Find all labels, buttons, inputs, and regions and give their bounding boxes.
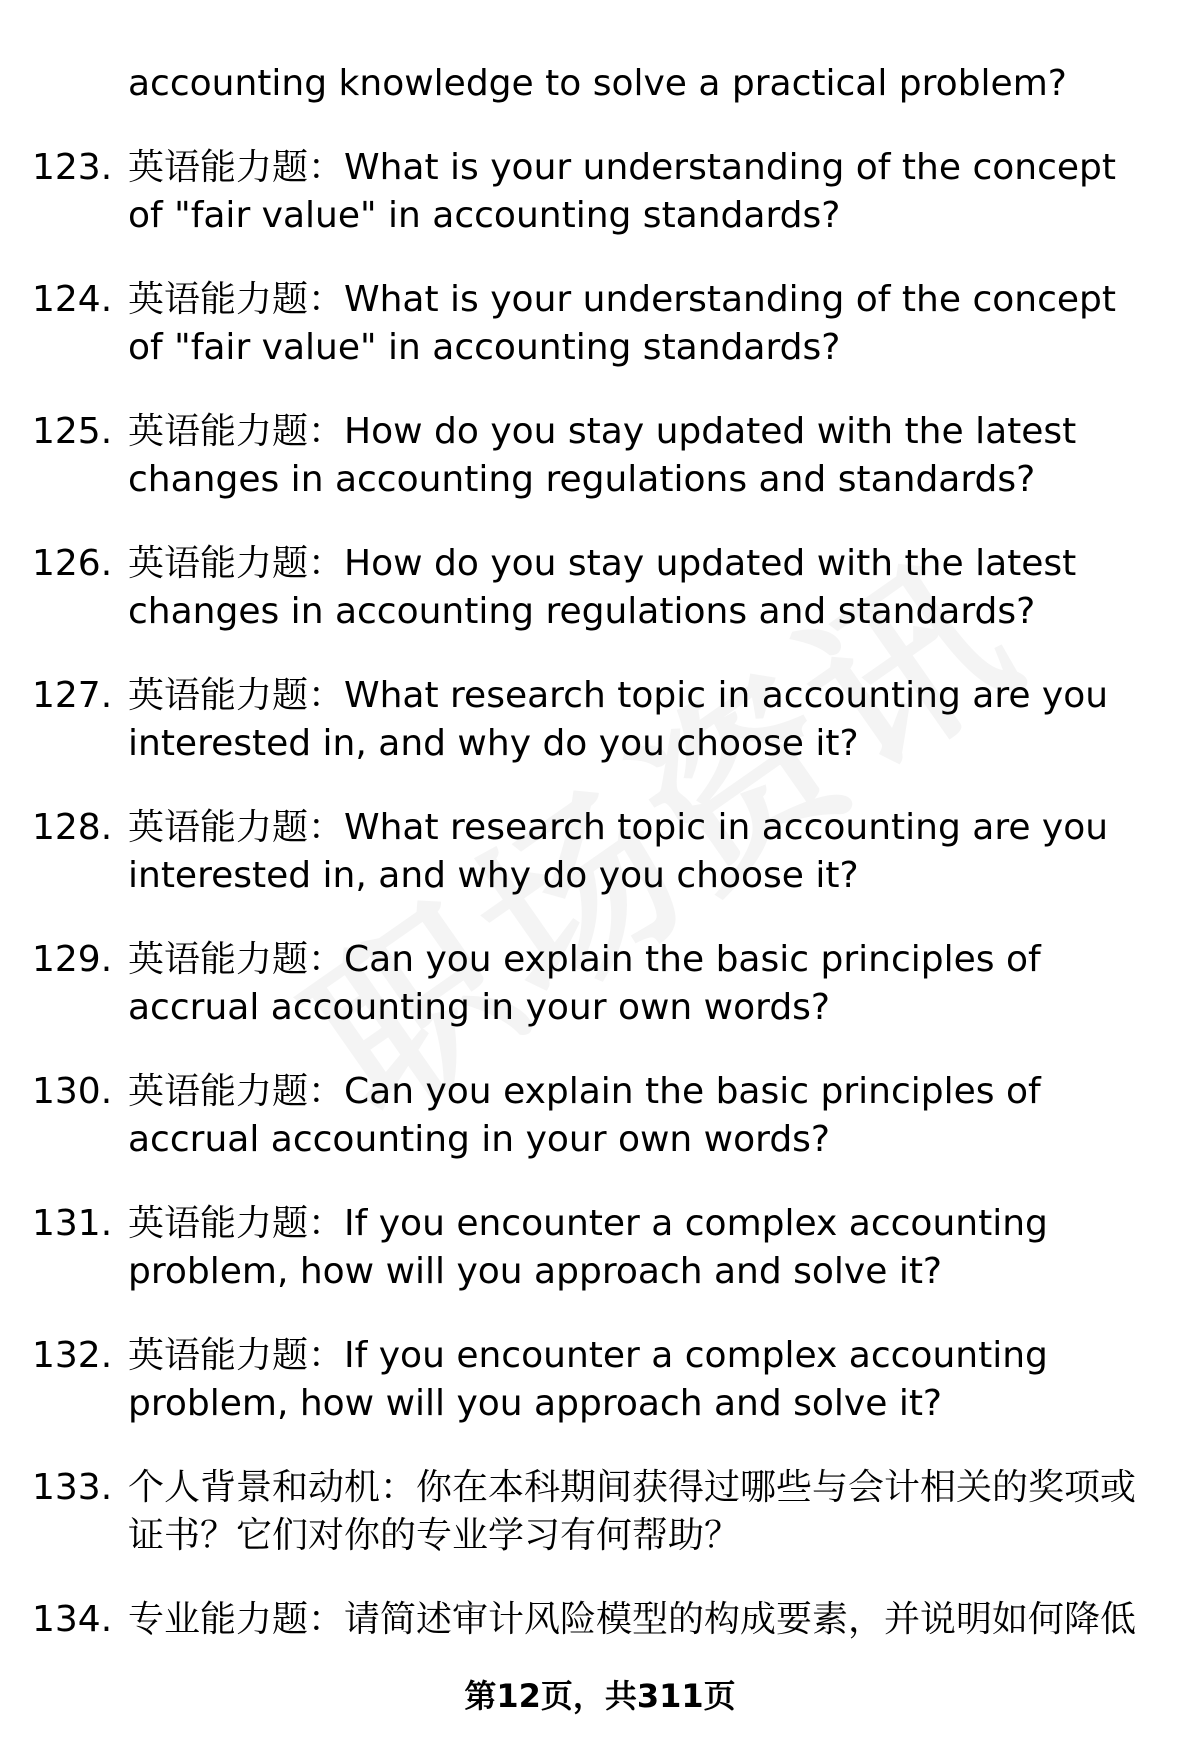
- question-number: 125.: [32, 411, 113, 452]
- question-category: 英语能力题：: [128, 939, 345, 980]
- question-text: Can you explain the basic principles of accrual accounting in your own words?: [128, 1071, 1041, 1160]
- question-text: If you encounter a complex accounting problem, how will you approach and solve it?: [128, 1335, 1048, 1424]
- question-number: 134.: [32, 1599, 113, 1640]
- list-item: [0, 408, 1200, 540]
- question-number: 132.: [32, 1335, 113, 1376]
- question-number: 126.: [32, 543, 113, 584]
- question-body: [128, 276, 1148, 372]
- question-category: 专业能力题：: [128, 1599, 345, 1640]
- question-number: 124.: [32, 279, 113, 320]
- question-body: [128, 804, 1148, 900]
- question-body: [128, 540, 1148, 636]
- question-text: If you encounter a complex accounting problem, how will you approach and solve it?: [128, 1203, 1048, 1292]
- question-body: [128, 1332, 1148, 1428]
- question-category: 英语能力题：: [128, 675, 345, 716]
- question-category: 英语能力题：: [128, 543, 345, 584]
- list-item: [0, 1200, 1200, 1332]
- question-text: What is your understanding of the concept of "fair value" in accounting standards?: [128, 279, 1116, 368]
- question-body: [128, 1200, 1148, 1296]
- question-list: [0, 144, 1200, 1728]
- list-item: [0, 1068, 1200, 1200]
- question-category: 英语能力题：: [128, 1335, 345, 1376]
- question-number: 128.: [32, 807, 113, 848]
- list-item: [0, 672, 1200, 804]
- question-text: How do you stay updated with the latest changes in accounting regulations and standards?: [128, 411, 1077, 500]
- question-category: 英语能力题：: [128, 411, 345, 452]
- question-text: What is your understanding of the concept of "fair value" in accounting standards?: [128, 147, 1116, 236]
- question-text: What research topic in accounting are you interested in, and why do you choose it?: [128, 675, 1109, 764]
- question-category: 英语能力题：: [128, 1071, 345, 1112]
- question-category: 英语能力题：: [128, 807, 345, 848]
- question-body: [128, 672, 1148, 768]
- continued-question-text: accounting knowledge to solve a practical problem?: [128, 63, 1067, 104]
- question-body: [128, 1068, 1148, 1164]
- question-body: [128, 936, 1148, 1032]
- question-body: [128, 1596, 1148, 1644]
- list-item: [0, 540, 1200, 672]
- question-category: 英语能力题：: [128, 147, 345, 188]
- question-text: How do you stay updated with the latest changes in accounting regulations and standards?: [128, 543, 1077, 632]
- question-text: What research topic in accounting are you interested in, and why do you choose it?: [128, 807, 1109, 896]
- question-number: 130.: [32, 1071, 113, 1112]
- question-text: 你在本科期间获得过哪些与会计相关的奖项或证书？它们对你的专业学习有何帮助？: [128, 1467, 1137, 1556]
- list-item: [0, 276, 1200, 408]
- list-item: [0, 1464, 1200, 1596]
- question-number: 129.: [32, 939, 113, 980]
- question-category: 英语能力题：: [128, 1203, 345, 1244]
- list-item: [0, 144, 1200, 276]
- question-number: 127.: [32, 675, 113, 716]
- question-body: [128, 1464, 1148, 1560]
- question-text: Can you explain the basic principles of accrual accounting in your own words?: [128, 939, 1041, 1028]
- question-number: 133.: [32, 1467, 113, 1508]
- question-number: 131.: [32, 1203, 113, 1244]
- question-text: 请简述审计风险模型的构成要素，并说明如何降低: [344, 1599, 1137, 1640]
- question-body: [128, 144, 1148, 240]
- question-category: 个人背景和动机：: [128, 1467, 417, 1508]
- list-item: [0, 936, 1200, 1068]
- question-category: 英语能力题：: [128, 279, 345, 320]
- list-item: [0, 1332, 1200, 1464]
- question-body: [128, 408, 1148, 504]
- page-footer: 第12页，共311页: [464, 1677, 736, 1715]
- question-number: 123.: [32, 147, 113, 188]
- list-item: [0, 804, 1200, 936]
